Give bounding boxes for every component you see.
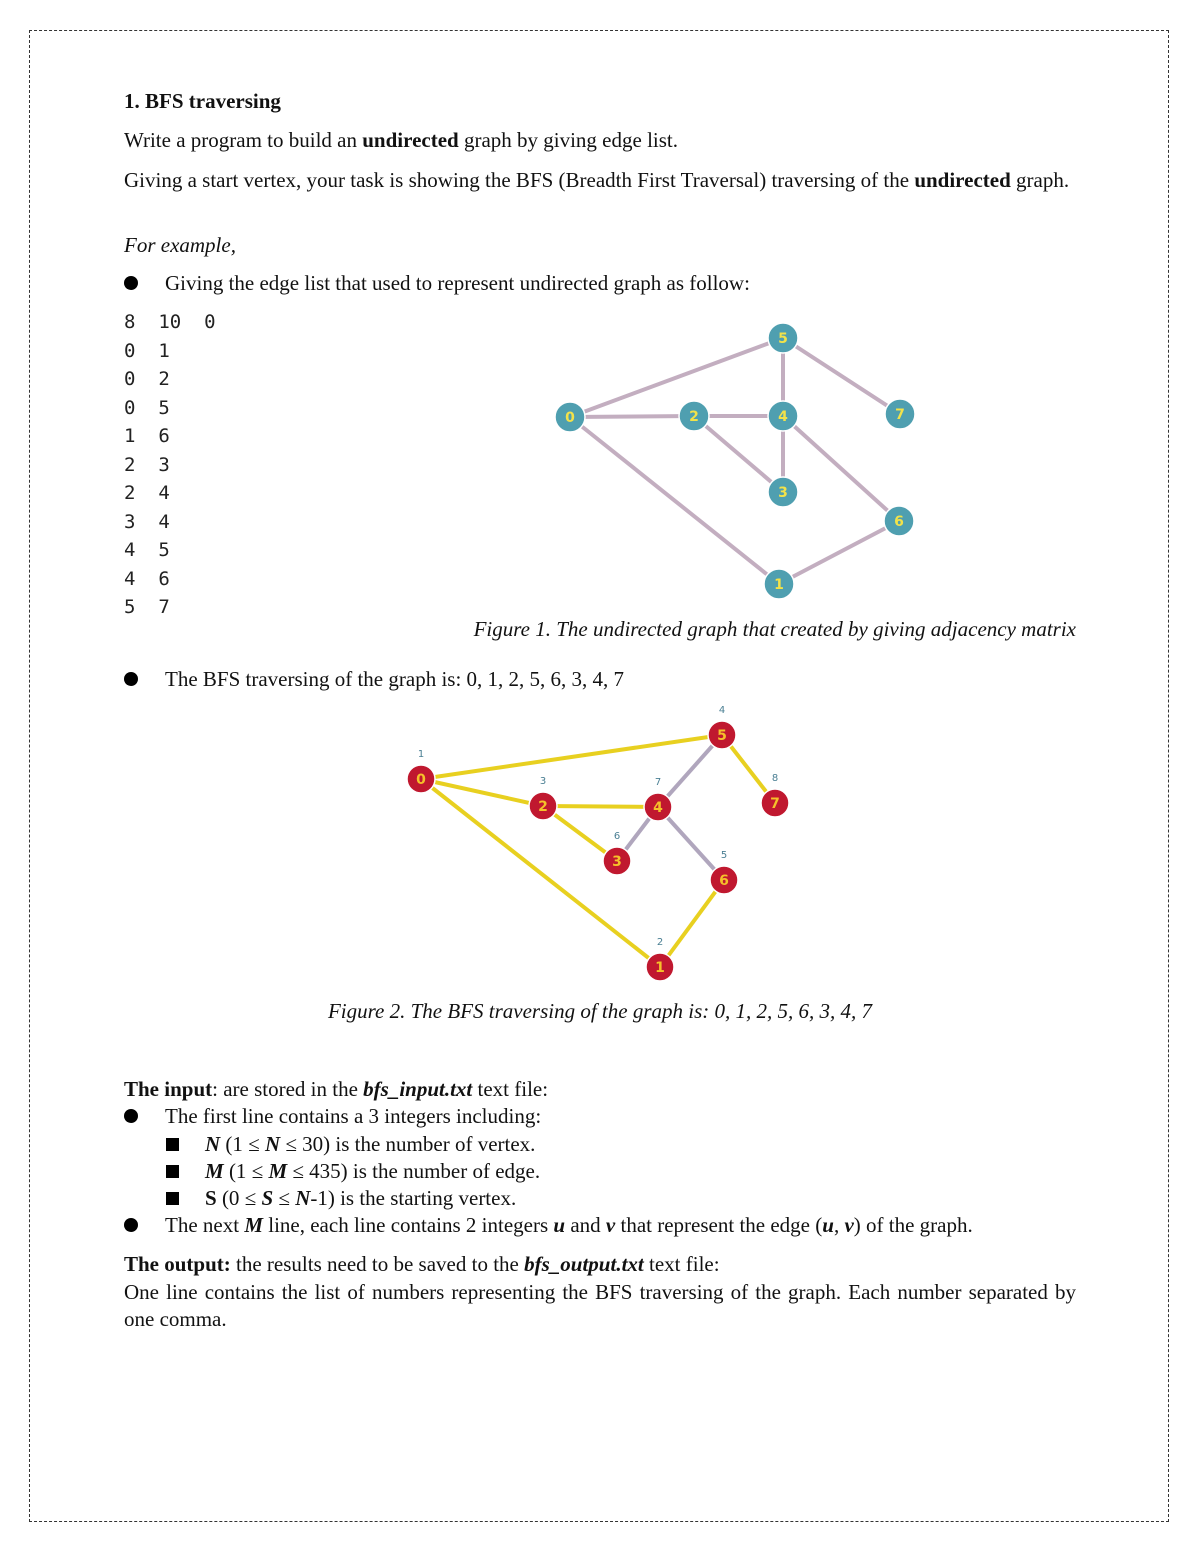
edge-list-line: 4 5: [124, 539, 170, 561]
text: The next: [165, 1213, 245, 1237]
bullet-edge-list: Giving the edge list that used to represent undirected graph as follow:: [165, 271, 750, 295]
emphasis: undirected: [914, 168, 1011, 192]
fig2-tree-edge-0-5: [421, 735, 722, 779]
section-heading: 1. BFS traversing: [124, 89, 281, 113]
fig2-visit-order-0: 1: [417, 749, 425, 760]
fig1-node-label-6: 6: [894, 514, 904, 530]
text: (1 ≤: [220, 1132, 265, 1156]
fig2-visit-order-4: 7: [654, 777, 662, 788]
var: M: [244, 1213, 263, 1237]
var: M: [205, 1159, 224, 1183]
input-s: [205, 1186, 516, 1210]
var: N: [295, 1186, 311, 1210]
input-first-line: The first line contains a 3 integers including:: [165, 1104, 542, 1128]
fig1-node-label-2: 2: [689, 409, 699, 425]
fig2-tree-edge-1-6: [660, 880, 724, 967]
edge-list-line: 2 3: [124, 453, 170, 476]
fig2-visit-order-2: 3: [539, 776, 547, 787]
fig2-visit-order-6: 5: [720, 850, 728, 861]
text: text file:: [643, 1252, 720, 1276]
fig2-visit-order-7: 8: [771, 773, 779, 784]
var: v: [844, 1213, 854, 1237]
input-m: [205, 1159, 540, 1183]
fig2-visit-order-3: 6: [613, 831, 621, 842]
label: The input: [124, 1077, 213, 1101]
input-n: [205, 1132, 535, 1156]
example-label: For example,: [124, 233, 236, 257]
fig2-visit-order-1: 2: [656, 937, 664, 948]
fig2-node-label-1: 1: [655, 960, 665, 976]
label: The output:: [124, 1252, 231, 1276]
text: text file:: [472, 1077, 549, 1101]
var: u: [553, 1213, 566, 1237]
fig2-node-label-5: 5: [717, 728, 727, 744]
edge-list-line: 5 7: [124, 596, 170, 618]
edge-list-line: 1 6: [124, 425, 170, 447]
bullet-bfs-result: The BFS traversing of the graph is: 0, 1, 2, 5, 6, 3, 4, 7: [165, 667, 625, 691]
fig1-node-label-1: 1: [774, 577, 784, 593]
edge-list-line: 8 10 0: [124, 311, 216, 333]
fig1-node-label-5: 5: [778, 331, 788, 347]
text: and: [565, 1213, 606, 1237]
var: S: [261, 1186, 274, 1210]
text: ≤ 30) is the number of vertex.: [280, 1132, 536, 1156]
edge-list-line: 0 2: [124, 368, 170, 390]
text: Giving a start vertex, your task is showing the BFS (Breadth First Traversal) traversing of the: [124, 168, 915, 192]
text: ≤ 435) is the number of edge.: [287, 1159, 541, 1183]
var: M: [268, 1159, 288, 1183]
fig1-node-label-0: 0: [565, 410, 575, 426]
fig2-node-label-3: 3: [612, 854, 622, 870]
text: (1 ≤: [223, 1159, 269, 1183]
text: : are stored in the: [212, 1077, 364, 1101]
edge-list-line: 3 4: [124, 510, 170, 533]
fig1-node-label-3: 3: [778, 485, 788, 501]
edge-list-line: 2 4: [124, 482, 170, 504]
var: N: [264, 1132, 281, 1156]
fig2-node-label-2: 2: [538, 799, 548, 815]
text: (0 ≤: [216, 1186, 262, 1210]
text: Write a program to build an: [124, 128, 363, 152]
figure-1-caption: Figure 1. The undirected graph that created by giving adjacency matrix: [473, 617, 1076, 641]
var: v: [605, 1213, 616, 1237]
output-description: One line contains the list of numbers representing the BFS traversing of the graph. Each number separated by one comma.: [124, 1280, 1076, 1331]
filename: bfs_input.txt: [363, 1077, 473, 1101]
text: line, each line contains 2 integers: [263, 1213, 554, 1237]
fig2-edge-4-6: [658, 807, 724, 880]
square-bullet-icon: [166, 1192, 179, 1205]
text: the results need to be saved to the: [230, 1252, 525, 1276]
fig1-node-label-7: 7: [895, 407, 905, 423]
fig2-tree-edge-2-4: [543, 806, 658, 807]
fig2-node-label-6: 6: [719, 873, 729, 889]
filename: bfs_output.txt: [524, 1252, 644, 1276]
edge-list-line: 0 5: [124, 396, 170, 419]
text: graph.: [1010, 168, 1070, 192]
input-heading: [124, 1077, 548, 1101]
text: graph by giving edge list.: [458, 128, 679, 152]
figure-2-caption: Figure 2. The BFS traversing of the graph is: 0, 1, 2, 5, 6, 3, 4, 7: [327, 999, 873, 1023]
text: ≤: [273, 1186, 296, 1210]
text: ) of the graph.: [853, 1213, 973, 1237]
edge-list-line: 4 6: [124, 567, 170, 590]
bullet-icon: [124, 1109, 138, 1123]
square-bullet-icon: [166, 1138, 179, 1151]
fig2-node-label-0: 0: [416, 772, 426, 788]
square-bullet-icon: [166, 1165, 179, 1178]
var: u: [822, 1213, 834, 1237]
var: N: [205, 1132, 221, 1156]
text: ,: [833, 1213, 845, 1237]
text: that represent the edge (: [615, 1213, 823, 1237]
fig2-visit-order-5: 4: [718, 705, 726, 716]
input-next-lines: [165, 1213, 973, 1237]
fig2-node-label-4: 4: [653, 800, 663, 816]
bullet-icon: [124, 1218, 138, 1232]
emphasis: undirected: [362, 128, 459, 152]
fig1-node-label-4: 4: [778, 409, 788, 425]
text: -1) is the starting vertex.: [310, 1186, 517, 1210]
var: S: [205, 1186, 217, 1210]
output-heading: [124, 1252, 720, 1276]
fig2-node-label-7: 7: [770, 796, 780, 812]
edge-list-line: 0 1: [124, 339, 170, 362]
